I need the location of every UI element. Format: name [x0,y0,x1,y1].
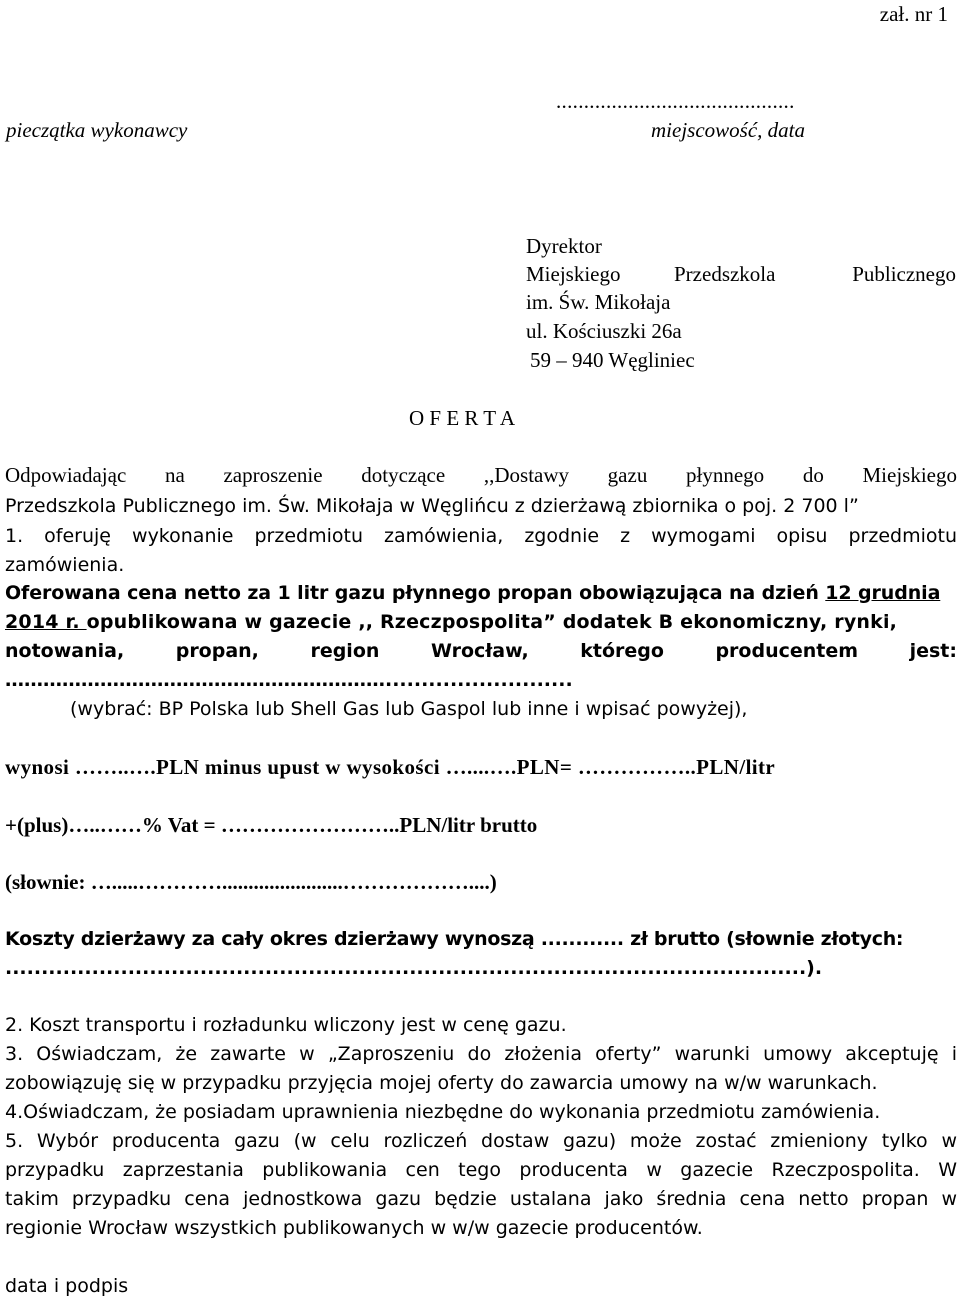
recipient-line-1: Dyrektor [526,234,602,258]
point-5-line-2: przypadku zaprzestania publikowania cen tego producenta w gazecie Rzeczpospolita. W [5,1159,957,1181]
offer-newspaper: opublikowana w gazecie ,, Rzeczpospolita” dodatek B ekonomiczny, rynki, [86,611,898,633]
producer-blank: …………………………………………………….......................... [5,669,573,691]
point-1-line-2: zamówienia. [5,554,125,576]
point-5-line-1: 5. Wybór producenta gazu (w celu rozliczeń dostaw gazu) może zostać zmieniony tylko w [5,1130,957,1152]
lease-cost-line-2: ...............................................................................................................). [5,957,823,979]
lease-cost-line: Koszty dzierżawy za cały okres dzierżawy wynoszą ............ zł brutto (słownie złotych: [5,928,904,950]
intro-line-1: Odpowiadając na zaproszenie dotyczące ,,Dostawy gazu płynnego do Miejskiego [5,463,957,487]
recipient-line-4: ul. Kościuszki 26a [526,319,682,343]
vat-line: +(plus)…..……% Vat = ……………………..PLN/litr brutto [5,813,538,837]
recipient-line-2 [526,262,956,287]
point-3-line-1: 3. Oświadczam, że zawarte w „Zaproszeniu do złożenia oferty” warunki umowy akceptuję i [5,1043,957,1065]
attachment-number: zał. nr 1 [879,2,948,26]
offer-date-year: 2014 r. [5,611,87,633]
recipient-word-1: Miejskiego [526,262,621,286]
words-line: (słownie: ….....………….......................………………....) [5,870,497,894]
offer-price-prefix: Oferowana cena netto za 1 litr gazu płynnego propan obowiązująca na dzień [5,582,826,604]
price-line: wynosi ……..….PLN minus upust w wysokości …....….PLN= ……………..PLN/litr [5,755,776,779]
recipient-word-3: Publicznego [852,262,956,286]
place-date-label: miejscowość, data [651,118,805,142]
point-1-line-1: 1. oferuję wykonanie przedmiotu zamówienia, zgodnie z wymogami opisu przedmiotu [5,525,957,547]
signature-label: data i podpis [5,1275,129,1297]
point-5-line-3: takim przypadku cena jednostkowa gazu będzie ustalana jako średnia cena netto propan w [5,1188,957,1210]
stamp-label: pieczątka wykonawcy [6,118,188,142]
producer-hint: (wybrać: BP Polska lub Shell Gas lub Gaspol lub inne i wpisać powyżej), [70,698,748,720]
point-3-line-2: zobowiązuję się w przypadku przyjęcia mojej oferty do zawarcia umowy na w/w warunkach. [5,1072,878,1094]
point-2: 2. Koszt transportu i rozładunku wliczony jest w cenę gazu. [5,1014,567,1036]
intro-line-2: Przedszkola Publicznego im. Św. Mikołaja w Węglińcu z dzierżawą zbiornika o poj. 2 700 l” [5,495,859,517]
offer-price-line-3: notowania, propan, region Wrocław, którego producentem jest: [5,640,957,662]
offer-price-line-1 [5,582,957,604]
offer-price-line-2 [5,611,957,633]
recipient-line-5: 59 – 940 Węgliniec [530,348,695,372]
document-title: O F E R T A [409,406,516,430]
place-date-dots: ........................................... [556,89,795,113]
point-5-line-4: regionie Wrocław wszystkich publikowanych w w/w gazecie producentów. [5,1217,703,1239]
point-4: 4.Oświadczam, że posiadam uprawnienia niezbędne do wykonania przedmiotu zamówienia. [5,1101,881,1123]
recipient-line-3: im. Św. Mikołaja [526,290,671,314]
offer-date-day: 12 grudnia [825,582,941,604]
recipient-word-2: Przedszkola [674,262,776,286]
